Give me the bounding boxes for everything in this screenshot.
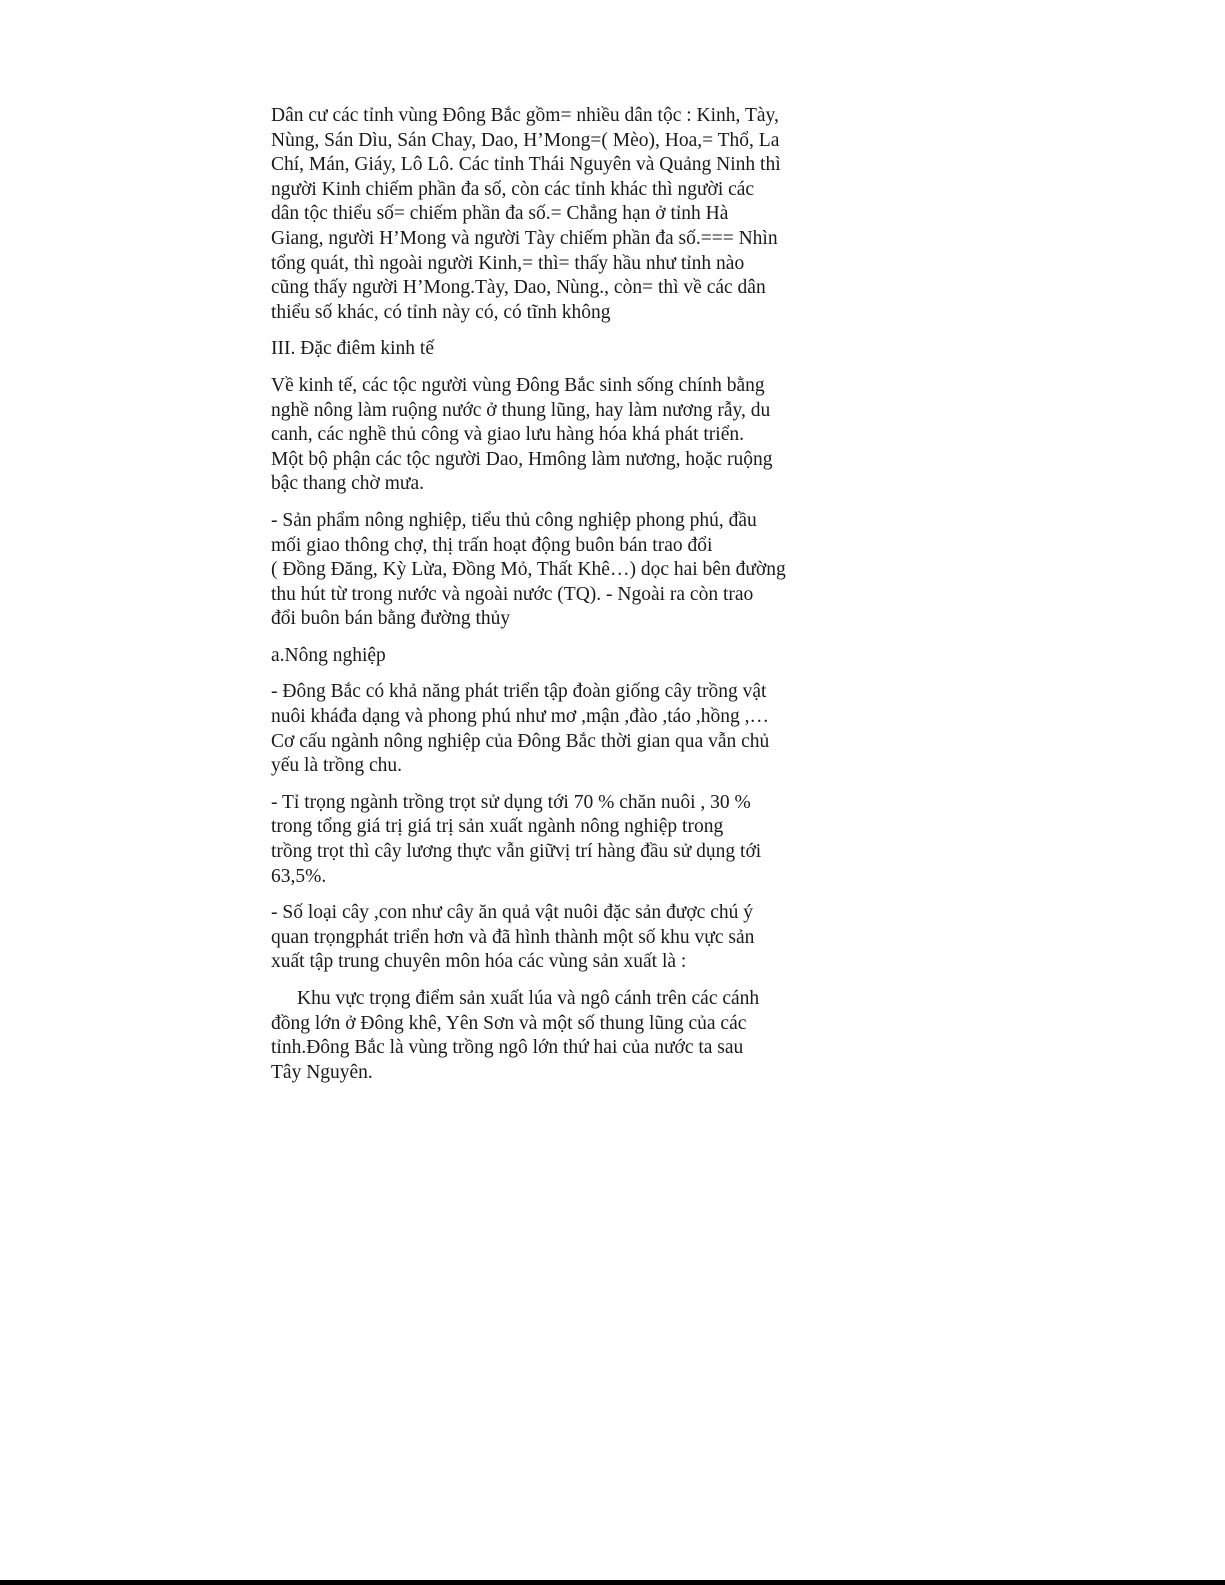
paragraph [271, 104, 831, 325]
text-line: mối giao thông chợ, thị trấn hoạt động buôn bán trao đổi [271, 534, 713, 556]
text-line: tỉnh.Đông Bắc là vùng trồng ngô lớn thứ hai của nước ta sau [271, 1037, 744, 1059]
text-line: dân tộc thiểu số= chiếm phần đa số.= Chẳng hạn ở tỉnh Hà [271, 203, 729, 225]
text-line: Chí, Mán, Giáy, Lô Lô. Các tỉnh Thái Nguyên và Quảng Ninh thì [271, 154, 781, 176]
text-line: trong tổng giá trị giá trị sản xuất ngành nông nghiệp trong [271, 816, 724, 838]
text-line: yếu là trồng chu. [271, 755, 403, 777]
text-line: đổi buôn bán bằng đường thủy [271, 608, 511, 630]
text-line: Tây Nguyên. [271, 1061, 373, 1083]
text-line: - Đông Bắc có khả năng phát triển tập đoàn giống cây trồng vật [271, 681, 767, 703]
text-line: canh, các nghề thủ công và giao lưu hàng hóa khá phát triển. [271, 424, 744, 446]
text-line: Nùng, Sán Dìu, Sán Chay, Dao, H’Mong=( Mèo), Hoa,= Thổ, La [271, 129, 780, 151]
section-heading [271, 337, 831, 362]
text-line: - Sản phẩm nông nghiệp, tiểu thủ công nghiệp phong phú, đầu [271, 509, 757, 531]
paragraph [271, 509, 831, 632]
section-heading [271, 644, 831, 669]
page-bottom-border [0, 1580, 1225, 1585]
document-body [271, 104, 831, 1097]
text-line: cũng thấy người H’Mong.Tày, Dao, Nùng., còn= thì về các dân [271, 277, 766, 299]
text-line: Cơ cấu ngành nông nghiệp của Đông Bắc thời gian qua vẫn chủ [271, 730, 770, 752]
paragraph [271, 680, 831, 778]
text-line: ( Đồng Đăng, Kỳ Lừa, Đồng Mỏ, Thất Khê…) dọc hai bên đường [271, 559, 786, 581]
text-line: - Tỉ trọng ngành trồng trọt sử dụng tới 70 % chăn nuôi , 30 % [271, 791, 751, 813]
text-line: Một bộ phận các tộc người Dao, Hmông làm nương, hoặc ruộng [271, 448, 773, 470]
text-line: Dân cư các tỉnh vùng Đông Bắc gồm= nhiều dân tộc : Kinh, Tày, [271, 105, 779, 126]
text-line: Về kinh tế, các tộc người vùng Đông Bắc sinh sống chính bằng [271, 374, 765, 396]
text-line: Giang, người H’Mong và người Tày chiếm phần đa số.=== Nhìn [271, 227, 778, 249]
heading-text: III. Đặc điêm kinh tế [271, 338, 434, 360]
paragraph [271, 987, 831, 1085]
paragraph [271, 901, 831, 975]
text-line: trồng trọt thì cây lương thực vẫn giữvị trí hàng đầu sử dụng tới [271, 841, 762, 863]
text-line: bậc thang chờ mưa. [271, 473, 424, 495]
paragraph [271, 791, 831, 889]
heading-text: a.Nông nghiệp [271, 644, 386, 666]
text-line: nuôi kháđa dạng và phong phú như mơ ,mận ,đào ,táo ,hồng ,… [271, 706, 770, 728]
text-line: 63,5%. [271, 865, 327, 887]
text-line: thu hút từ trong nước và ngoài nước (TQ). - Ngoài ra còn trao [271, 583, 754, 605]
text-line: xuất tập trung chuyên môn hóa các vùng sản xuất là : [271, 951, 687, 973]
text-line: nghề nông làm ruộng nước ở thung lũng, hay làm nương rẫy, du [271, 399, 771, 421]
text-line: quan trọngphát triển hơn và đã hình thành một số khu vực sản [271, 926, 755, 948]
paragraph [271, 374, 831, 497]
text-line: người Kinh chiếm phần đa số, còn các tỉnh khác thì người các [271, 178, 755, 200]
text-line: - Số loại cây ,con như cây ăn quả vật nuôi đặc sản được chú ý [271, 902, 753, 924]
text-line: tổng quát, thì ngoài người Kinh,= thì= thấy hầu như tỉnh nào [271, 252, 745, 274]
text-line: thiểu số khác, có tỉnh này có, có tĩnh không [271, 301, 611, 323]
text-line: Khu vực trọng điểm sản xuất lúa và ngô cánh trên các cánh [297, 988, 760, 1009]
text-line: đồng lớn ở Đông khê, Yên Sơn và một số thung lũng của các [271, 1012, 747, 1034]
